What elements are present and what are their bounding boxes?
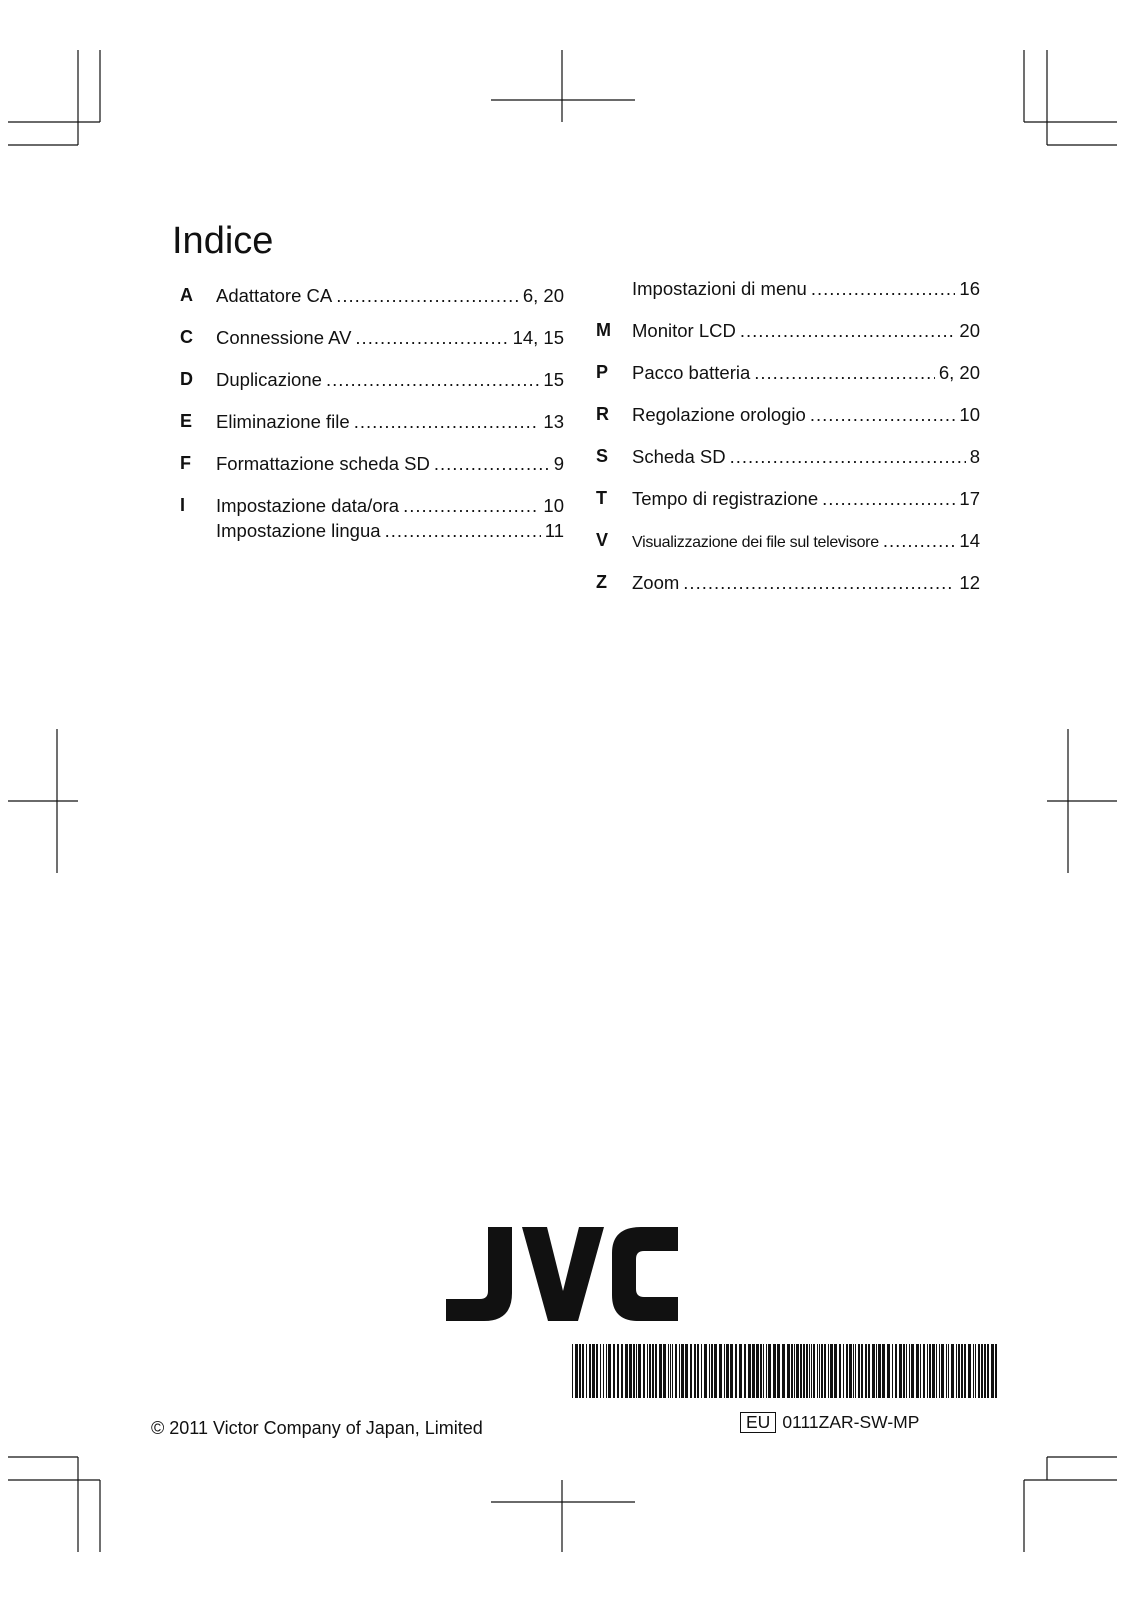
index-group (180, 283, 564, 313)
barcode-bar (726, 1344, 729, 1398)
index-entry-label: Regolazione orologio (632, 404, 806, 425)
barcode-bar (806, 1344, 808, 1398)
barcode-bar (858, 1344, 860, 1398)
barcode-bar (811, 1344, 812, 1398)
barcode-bar (791, 1344, 793, 1398)
barcode-bar (763, 1344, 764, 1398)
barcode-bar (748, 1344, 751, 1398)
index-entry (632, 276, 980, 301)
dot-leader (355, 325, 508, 350)
barcode-bar (675, 1344, 677, 1398)
barcode-bar (655, 1344, 657, 1398)
barcode-bar (800, 1344, 802, 1398)
barcode-bar (946, 1344, 947, 1398)
barcode-bar (711, 1344, 713, 1398)
barcode-bar (817, 1344, 818, 1398)
barcode-bar (916, 1344, 919, 1398)
barcode-bar (796, 1344, 799, 1398)
index-entry (216, 409, 564, 434)
barcode-bar (697, 1344, 699, 1398)
barcode-bar (579, 1344, 581, 1398)
product-code-block (740, 1411, 919, 1433)
barcode-bar (872, 1344, 875, 1398)
index-entry (216, 451, 564, 476)
barcode-bar (939, 1344, 940, 1398)
index-group (596, 444, 980, 474)
index-letter: M (596, 320, 611, 340)
index-letter: P (596, 362, 609, 382)
barcode-bar (760, 1344, 762, 1398)
barcode-bar (821, 1344, 823, 1398)
dot-leader (822, 486, 955, 511)
barcode-bar (679, 1344, 680, 1398)
index-group (596, 402, 980, 432)
dot-leader (683, 570, 955, 595)
dot-leader (883, 528, 956, 553)
barcode-bar (876, 1344, 877, 1398)
barcode-bar (906, 1344, 907, 1398)
index-entry-pages: 9 (553, 453, 564, 474)
barcode-bar (892, 1344, 893, 1398)
product-code: 0111ZAR-SW-MP (782, 1412, 920, 1432)
barcode-bar (756, 1344, 759, 1398)
barcode-bar (853, 1344, 854, 1398)
index-letter: A (180, 285, 193, 305)
barcode-bar (575, 1344, 578, 1398)
barcode-bar (920, 1344, 921, 1398)
index-entry (632, 528, 980, 555)
index-entry-label: Adattatore CA (216, 285, 333, 306)
index-letter: F (180, 453, 191, 473)
dot-leader (354, 409, 540, 434)
barcode-bar (773, 1344, 776, 1398)
index-entry-pages: 11 (544, 520, 564, 541)
barcode-bar (794, 1344, 795, 1398)
barcode-bar (694, 1344, 696, 1398)
barcode-bar (649, 1344, 651, 1398)
dot-leader (810, 402, 956, 427)
barcode-bar (995, 1344, 997, 1398)
barcode-bar (936, 1344, 937, 1398)
index-group (596, 486, 980, 516)
barcode-bar (855, 1344, 856, 1398)
index-letter: C (180, 327, 193, 347)
barcode-bar (828, 1344, 829, 1398)
barcode-bar (617, 1344, 619, 1398)
barcode-bar (625, 1344, 628, 1398)
index-group (180, 493, 564, 543)
index-group (596, 276, 980, 306)
index-right-column (596, 276, 980, 612)
index-group (180, 367, 564, 397)
barcode-bar (849, 1344, 852, 1398)
index-entry-pages: 14, 15 (512, 327, 564, 348)
barcode-bar (724, 1344, 725, 1398)
index-entry-pages: 12 (959, 572, 980, 593)
barcode-bar (809, 1344, 810, 1398)
dot-leader (811, 276, 956, 301)
index-entry-label: Formattazione scheda SD (216, 453, 430, 474)
index-letter: I (180, 495, 186, 515)
barcode-bar (941, 1344, 944, 1398)
barcode-bar (978, 1344, 980, 1398)
barcode-bar (929, 1344, 931, 1398)
index-group (596, 318, 980, 348)
barcode-bar (592, 1344, 595, 1398)
barcode-bar (987, 1344, 989, 1398)
index-entry (632, 486, 980, 511)
barcode-bar (951, 1344, 954, 1398)
barcode-bar (672, 1344, 673, 1398)
index-entry-label: Tempo di registrazione (632, 488, 819, 509)
barcode-bar (909, 1344, 910, 1398)
index-entry-pages: 16 (959, 278, 980, 299)
index-letter: Z (596, 572, 607, 592)
index-letter: T (596, 488, 607, 508)
index-entry-pages: 20 (959, 320, 980, 341)
index-group (180, 451, 564, 481)
barcode-bar (768, 1344, 771, 1398)
barcode-bar (878, 1344, 881, 1398)
barcode-bar (911, 1344, 914, 1398)
barcode-bar (777, 1344, 780, 1398)
region-badge: EU (740, 1412, 776, 1433)
barcode-bar (589, 1344, 591, 1398)
dot-leader (730, 444, 966, 469)
barcode-bar (739, 1344, 742, 1398)
barcode-bar (572, 1344, 573, 1398)
barcode-bar (586, 1344, 587, 1398)
barcode-bar (663, 1344, 666, 1398)
barcode-bar (600, 1344, 601, 1398)
barcode-bar (839, 1344, 841, 1398)
barcode-bar (968, 1344, 971, 1398)
index-entry-label: Monitor LCD (632, 320, 736, 341)
index-entry-pages: 15 (543, 369, 564, 390)
index-entry (216, 493, 564, 518)
barcode-bar (670, 1344, 671, 1398)
index-entry-label: Pacco batteria (632, 362, 751, 383)
copyright-notice: © 2011 Victor Company of Japan, Limited (151, 1418, 483, 1438)
barcode-bar (659, 1344, 662, 1398)
barcode-bar (981, 1344, 983, 1398)
index-entry-pages: 10 (543, 495, 564, 516)
dot-leader (326, 367, 539, 392)
dot-leader (740, 318, 956, 343)
barcode-bar (973, 1344, 974, 1398)
index-entry-pages: 8 (969, 446, 980, 467)
barcode-bar (606, 1344, 607, 1398)
barcode-bar (701, 1344, 702, 1398)
index-letter: D (180, 369, 193, 389)
barcode-bar (819, 1344, 820, 1398)
index-entry (632, 360, 980, 385)
index-entry-label: Impostazione data/ora (216, 495, 400, 516)
index-entry (632, 402, 980, 427)
barcode (572, 1344, 998, 1398)
index-entry-label: Duplicazione (216, 369, 322, 390)
index-entry-pages: 6, 20 (938, 362, 980, 383)
dot-leader (434, 451, 550, 476)
index-entry (632, 444, 980, 469)
index-entry-pages: 10 (959, 404, 980, 425)
index-entry-label: Connessione AV (216, 327, 352, 348)
barcode-bar (730, 1344, 733, 1398)
barcode-bar (843, 1344, 844, 1398)
index-entry-pages: 14 (959, 530, 980, 551)
page-title: Indice (172, 220, 274, 262)
barcode-bar (899, 1344, 902, 1398)
index-left-column (180, 283, 564, 555)
index-letter: V (596, 530, 609, 550)
barcode-bar (766, 1344, 767, 1398)
barcode-bar (834, 1344, 837, 1398)
index-letter: S (596, 446, 609, 466)
index-entry (216, 518, 564, 543)
index-entry (216, 283, 564, 308)
barcode-bar (582, 1344, 584, 1398)
barcode-bar (735, 1344, 737, 1398)
index-group (180, 409, 564, 439)
barcode-bar (865, 1344, 867, 1398)
index-entry-label: Zoom (632, 572, 680, 593)
barcode-bar (714, 1344, 717, 1398)
barcode-bar (846, 1344, 848, 1398)
barcode-bar (633, 1344, 635, 1398)
barcode-bar (932, 1344, 935, 1398)
barcode-bar (613, 1344, 615, 1398)
index-entry (632, 318, 980, 343)
barcode-bar (621, 1344, 623, 1398)
barcode-bar (956, 1344, 957, 1398)
index-entry-label: Impostazione lingua (216, 520, 381, 541)
barcode-bar (903, 1344, 905, 1398)
index-entry (216, 367, 564, 392)
dot-leader (385, 518, 541, 543)
index-entry-label: Visualizzazione dei file sul televisore (632, 534, 879, 551)
jvc-logo (446, 1227, 678, 1321)
dot-leader (754, 360, 935, 385)
barcode-bar (824, 1344, 826, 1398)
index-group (596, 360, 980, 390)
barcode-bar (744, 1344, 746, 1398)
barcode-bar (991, 1344, 994, 1398)
barcode-bar (704, 1344, 707, 1398)
barcode-bar (629, 1344, 632, 1398)
barcode-bar (813, 1344, 815, 1398)
index-entry-label: Scheda SD (632, 446, 726, 467)
barcode-bar (964, 1344, 966, 1398)
barcode-bar (685, 1344, 688, 1398)
index-entry-pages: 6, 20 (522, 285, 564, 306)
barcode-bar (868, 1344, 870, 1398)
barcode-bar (975, 1344, 976, 1398)
barcode-bar (636, 1344, 637, 1398)
dot-leader (336, 283, 519, 308)
barcode-bar (647, 1344, 648, 1398)
barcode-bar (787, 1344, 790, 1398)
barcode-bar (984, 1344, 986, 1398)
barcode-bar (643, 1344, 645, 1398)
barcode-bar (948, 1344, 949, 1398)
barcode-bar (709, 1344, 710, 1398)
barcode-bar (830, 1344, 833, 1398)
barcode-bar (603, 1344, 604, 1398)
barcode-bar (652, 1344, 654, 1398)
index-group (180, 325, 564, 355)
barcode-bar (927, 1344, 928, 1398)
barcode-bar (596, 1344, 598, 1398)
barcode-bar (887, 1344, 890, 1398)
barcode-bar (690, 1344, 692, 1398)
dot-leader (403, 493, 539, 518)
barcode-bar (638, 1344, 641, 1398)
index-entry-pages: 13 (543, 411, 564, 432)
barcode-bar (961, 1344, 963, 1398)
barcode-bar (895, 1344, 897, 1398)
index-entry (632, 570, 980, 595)
index-group (596, 528, 980, 558)
barcode-bar (782, 1344, 785, 1398)
index-letter: E (180, 411, 193, 431)
barcode-bar (608, 1344, 611, 1398)
index-entry-label: Impostazioni di menu (632, 278, 807, 299)
index-letter: R (596, 404, 609, 424)
barcode-bar (861, 1344, 863, 1398)
index-group (596, 570, 980, 600)
barcode-bar (752, 1344, 755, 1398)
index-entry (216, 325, 564, 350)
barcode-bar (923, 1344, 925, 1398)
barcode-bar (882, 1344, 885, 1398)
barcode-bar (803, 1344, 805, 1398)
barcode-bar (719, 1344, 722, 1398)
index-entry-label: Eliminazione file (216, 411, 350, 432)
barcode-bar (668, 1344, 669, 1398)
index-entry-pages: 17 (959, 488, 980, 509)
barcode-bar (958, 1344, 960, 1398)
barcode-bar (681, 1344, 684, 1398)
